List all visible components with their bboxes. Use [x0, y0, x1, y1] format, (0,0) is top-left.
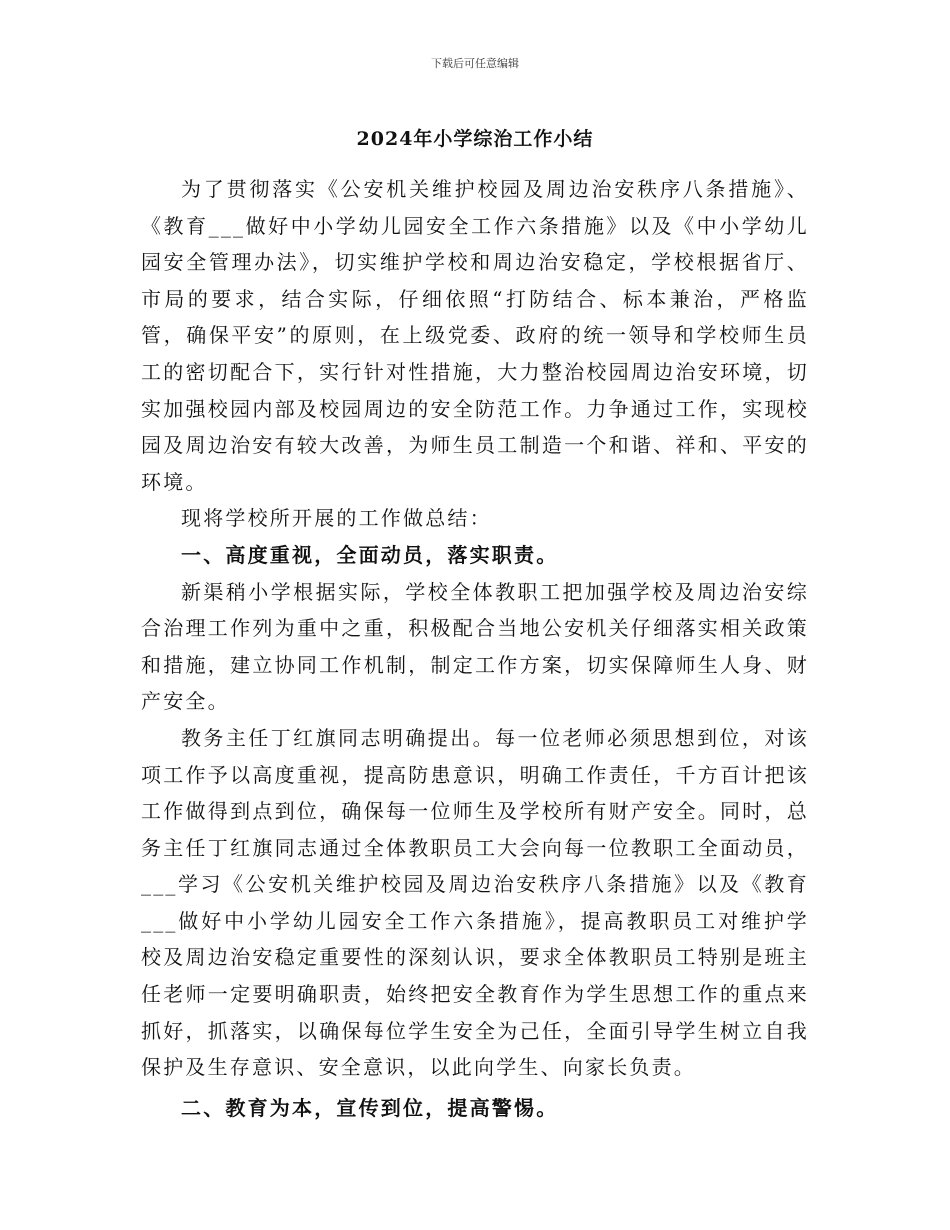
- section-heading-1: 一、高度重视，全面动员，落实职责。: [181, 542, 559, 567]
- paragraph-section-1a: 新渠稍小学根据实际，学校全体教职工把加强学校及周边治安综合治理工作列为重中之重，积极配合当地公安机关仔细落实相关政策和措施，建立协同工作机制，制定工作方案，切实保障师生人身、财产安全。: [141, 579, 809, 714]
- paragraph-section-1b: 教务主任丁红旗同志明确提出。每一位老师必须思想到位，对该项工作予以高度重视，提高防患意识，明确工作责任，千方百计把该工作做得到点到位，确保每一位师生及学校所有财产安全。同时，总务主任丁红旗同志通过全体教职员工大会向每一位教职工全面动员，___学习《公安机关维护校园及周边治安秩序八条措施》以及《教育___做好中小学幼儿园安全工作六条措施》，提高教职员工对维护学校及周边治安稳定重要性的深刻认识，要求全体教职员工特别是班主任老师一定要明确职责，始终把安全教育作为学生思想工作的重点来抓好，抓落实，以确保每位学生安全为己任，全面引导学生树立自我保护及生存意识、安全意识，以此向学生、向家长负责。: [141, 725, 809, 1080]
- paragraph-intro: 为了贯彻落实《公安机关维护校园及周边治安秩序八条措施》、《教育___做好中小学幼儿园安全工作六条措施》以及《中小学幼儿园安全管理办法》，切实维护学校和周边治安稳定，学校根据省厅、市局的要求，结合实际，仔细依照“打防结合、标本兼治，严格监管，确保平安”的原则，在上级党委、政府的统一领导和学校师生员工的密切配合下，实行针对性措施，大力整治校园周边治安环境，切实加强校园内部及校园周边的安全防范工作。力争通过工作，实现校园及周边治安有较大改善，为师生员工制造一个和谐、祥和、平安的环境。: [141, 177, 809, 494]
- section-heading-2: 二、教育为本，宣传到位，提高警惕。: [181, 1095, 559, 1120]
- document-title: 2024年小学综治工作小结: [356, 128, 594, 150]
- header-note: 下载后可任意编辑: [431, 57, 519, 70]
- paragraph-summary-lead: 现将学校所开展的工作做总结：: [181, 506, 492, 531]
- document-body: [141, 171, 809, 1126]
